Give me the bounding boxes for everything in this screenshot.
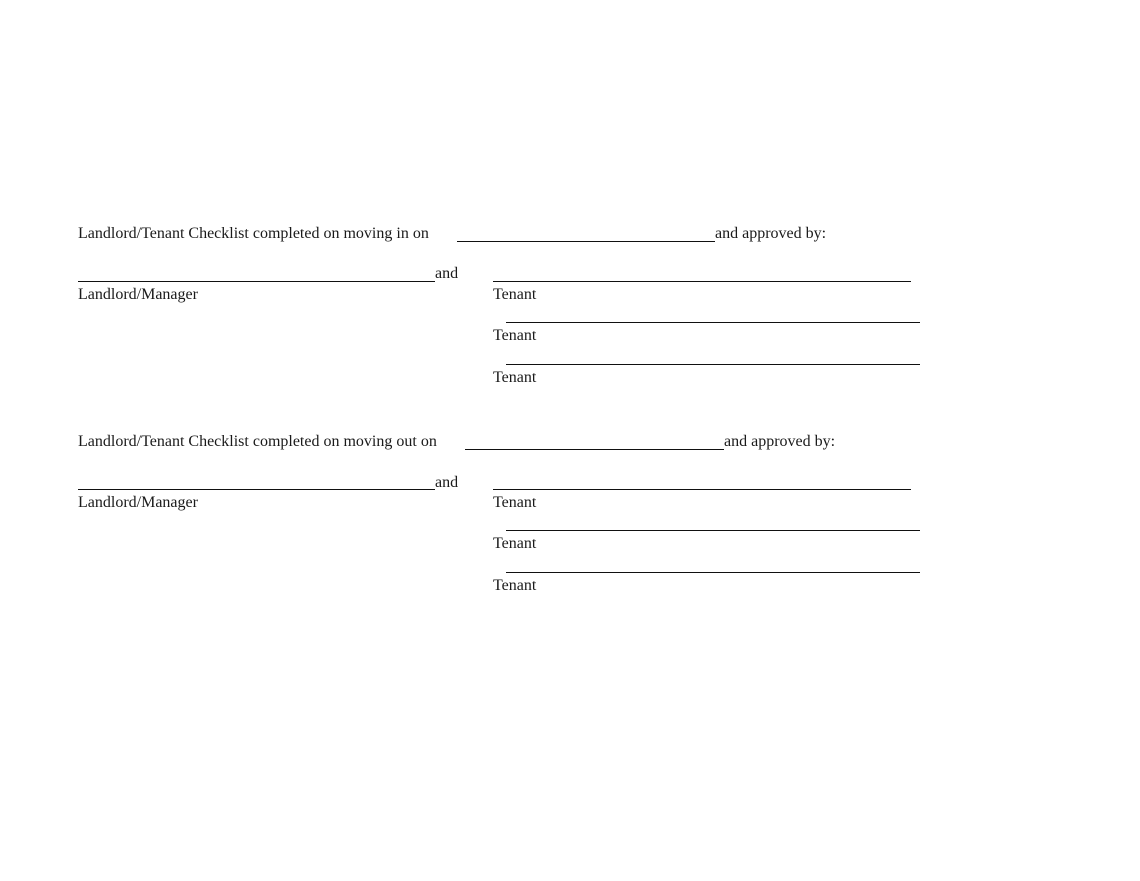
move-in-landlord-signature-line[interactable]	[78, 281, 435, 282]
move-in-tenant-3-signature-line[interactable]	[506, 364, 920, 365]
move-in-approved-by-text: and approved by:	[715, 225, 827, 242]
move-in-tenant-2-label: Tenant	[493, 327, 537, 344]
move-out-tenant-3-signature-line[interactable]	[506, 572, 920, 573]
move-in-date-field[interactable]	[457, 241, 715, 242]
move-out-tenant-1-signature-line[interactable]	[493, 489, 911, 490]
move-out-tenant-3-label: Tenant	[493, 577, 537, 594]
move-in-tenant-3-label: Tenant	[493, 369, 537, 386]
move-out-section	[0, 430, 1140, 630]
move-out-tenant-1-label: Tenant	[493, 494, 537, 511]
move-out-approved-by-text: and approved by:	[724, 433, 836, 450]
move-out-landlord-signature-line[interactable]	[78, 489, 435, 490]
move-out-date-field[interactable]	[465, 449, 724, 450]
move-in-and-text: and	[435, 265, 459, 282]
move-in-landlord-label: Landlord/Manager	[78, 286, 198, 303]
move-in-intro-text: Landlord/Tenant Checklist completed on moving in on	[78, 225, 429, 242]
move-in-tenant-2-signature-line[interactable]	[506, 322, 920, 323]
move-out-tenant-2-signature-line[interactable]	[506, 530, 920, 531]
move-in-section	[0, 222, 1140, 422]
move-out-tenant-2-label: Tenant	[493, 535, 537, 552]
move-in-tenant-1-label: Tenant	[493, 286, 537, 303]
move-out-intro-text: Landlord/Tenant Checklist completed on moving out on	[78, 433, 437, 450]
move-out-and-text: and	[435, 474, 459, 491]
move-in-tenant-1-signature-line[interactable]	[493, 281, 911, 282]
move-out-landlord-label: Landlord/Manager	[78, 494, 198, 511]
